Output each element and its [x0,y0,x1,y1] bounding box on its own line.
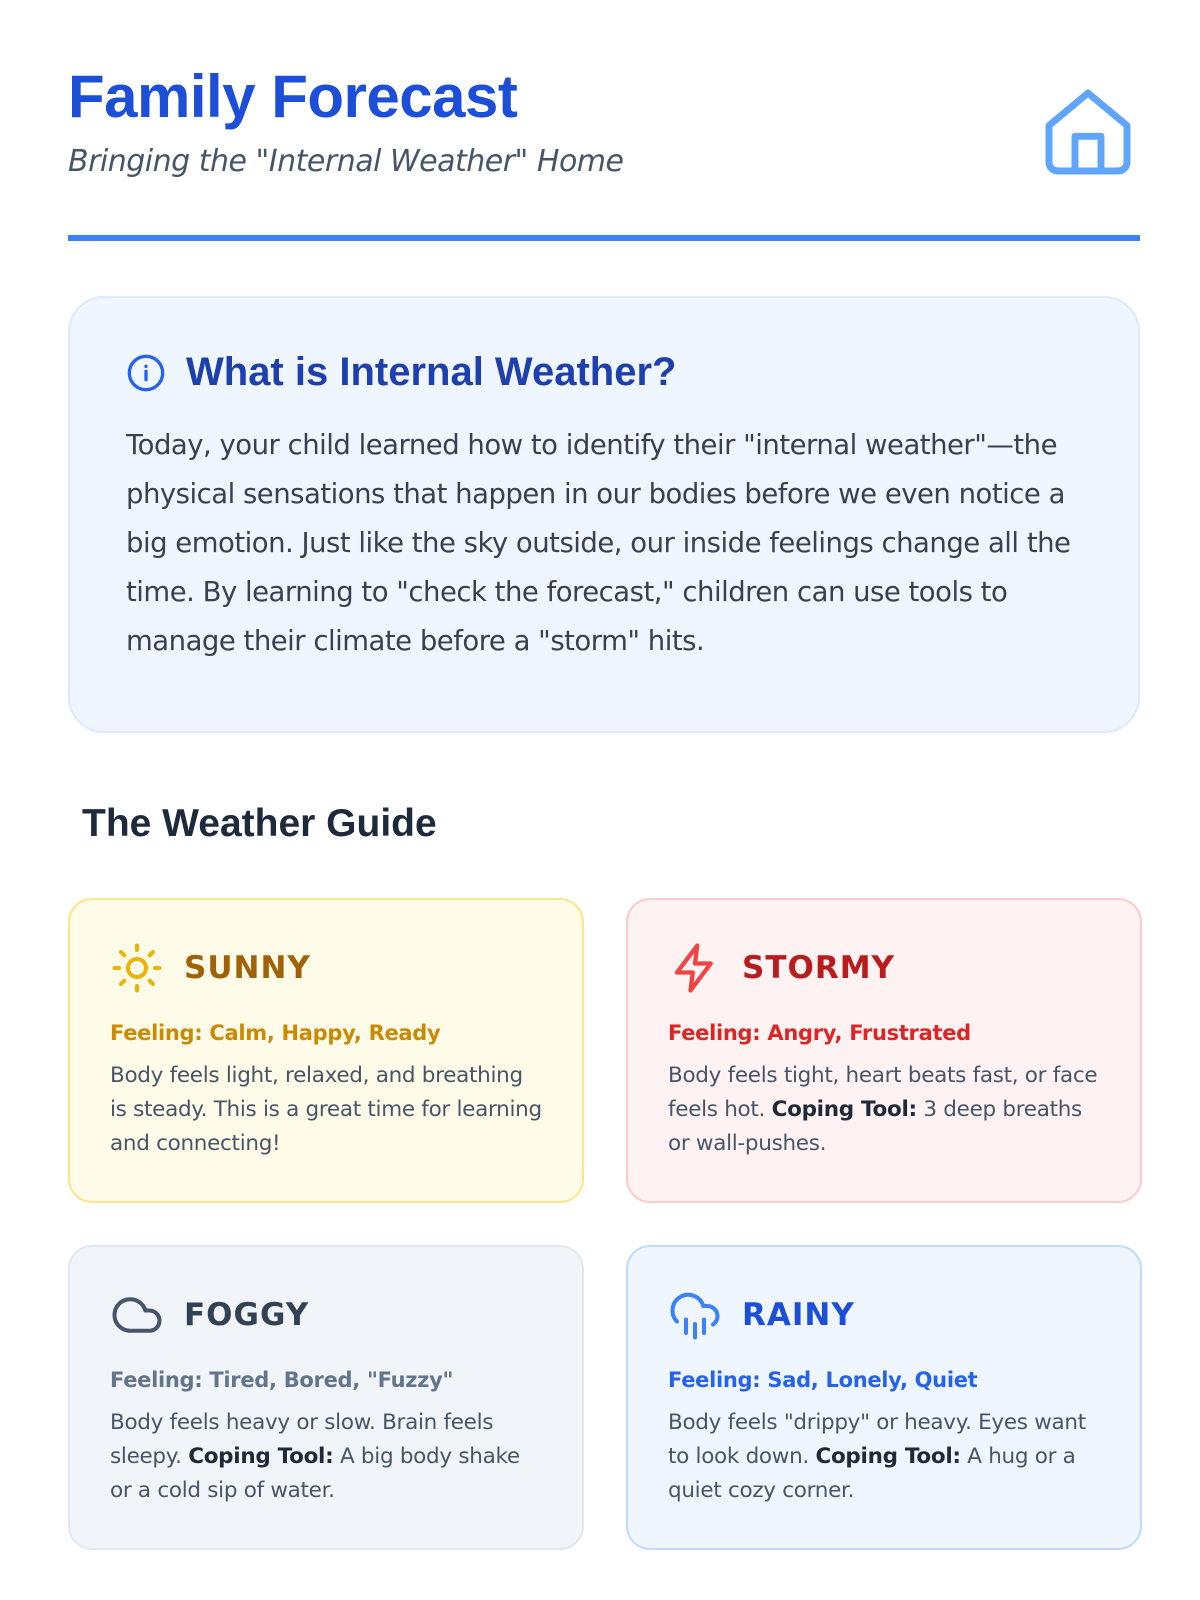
card-feeling: Feeling: Tired, Bored, "Fuzzy" [110,1368,454,1392]
intro-title: What is Internal Weather? [186,350,677,394]
card-body-text: Body feels tight, heart beats fast, or face feels hot. [668,1063,1098,1122]
card-title: RAINY [742,1297,855,1333]
page-title: Family Forecast [68,63,518,130]
card-body-text: Body feels "drippy" or heavy. Eyes want to look down. [668,1410,1086,1469]
card-title: FOGGY [184,1297,310,1333]
card-feeling: Feeling: Calm, Happy, Ready [110,1021,441,1045]
rain-cloud-icon [668,1288,722,1342]
intro-text: Today, your child learned how to identify their "internal weather"—the physical sensations that happen in our bodies before we even notice a big emotion. Just like the sky outside, our inside feelings change all the time. By learning to "check the forecast," children can use tools to manage their climate before a "storm" hits. [126,429,1071,657]
coping-tool-text: 3 deep breaths or wall-pushes. [668,1097,1082,1156]
coping-tool-text: A hug or a quiet cozy corner. [668,1444,1076,1503]
weather-card-rainy [626,1245,1142,1550]
card-description [110,1059,544,1161]
sun-icon [110,941,164,995]
card-feeling: Feeling: Sad, Lonely, Quiet [668,1368,978,1392]
intro-panel [68,296,1140,733]
card-body-text: Body feels heavy or slow. Brain feels sleepy. [110,1410,494,1469]
header-divider [68,235,1140,241]
card-description [668,1406,1102,1508]
cloud-icon [110,1288,164,1342]
coping-tool-label: Coping Tool: [771,1097,917,1122]
lightning-icon [668,941,722,995]
home-icon [1036,80,1140,184]
card-title: SUNNY [184,950,311,986]
coping-tool-label: Coping Tool: [188,1444,334,1469]
page-header [68,62,1140,242]
page-subtitle: Bringing the "Internal Weather" Home [68,144,624,179]
card-body-text: Body feels light, relaxed, and breathing is steady. This is a great time for learning and connecting! [110,1063,542,1156]
weather-card-stormy [626,898,1142,1203]
card-description [668,1059,1102,1161]
coping-tool-text: A big body shake or a cold sip of water. [110,1444,520,1503]
weather-card-foggy [68,1245,584,1550]
info-icon [126,353,166,393]
card-title: STORMY [742,950,895,986]
card-feeling: Feeling: Angry, Frustrated [668,1021,971,1045]
coping-tool-label: Coping Tool: [815,1444,961,1469]
guide-title: The Weather Guide [82,802,437,845]
weather-card-sunny [68,898,584,1203]
card-description [110,1406,544,1508]
